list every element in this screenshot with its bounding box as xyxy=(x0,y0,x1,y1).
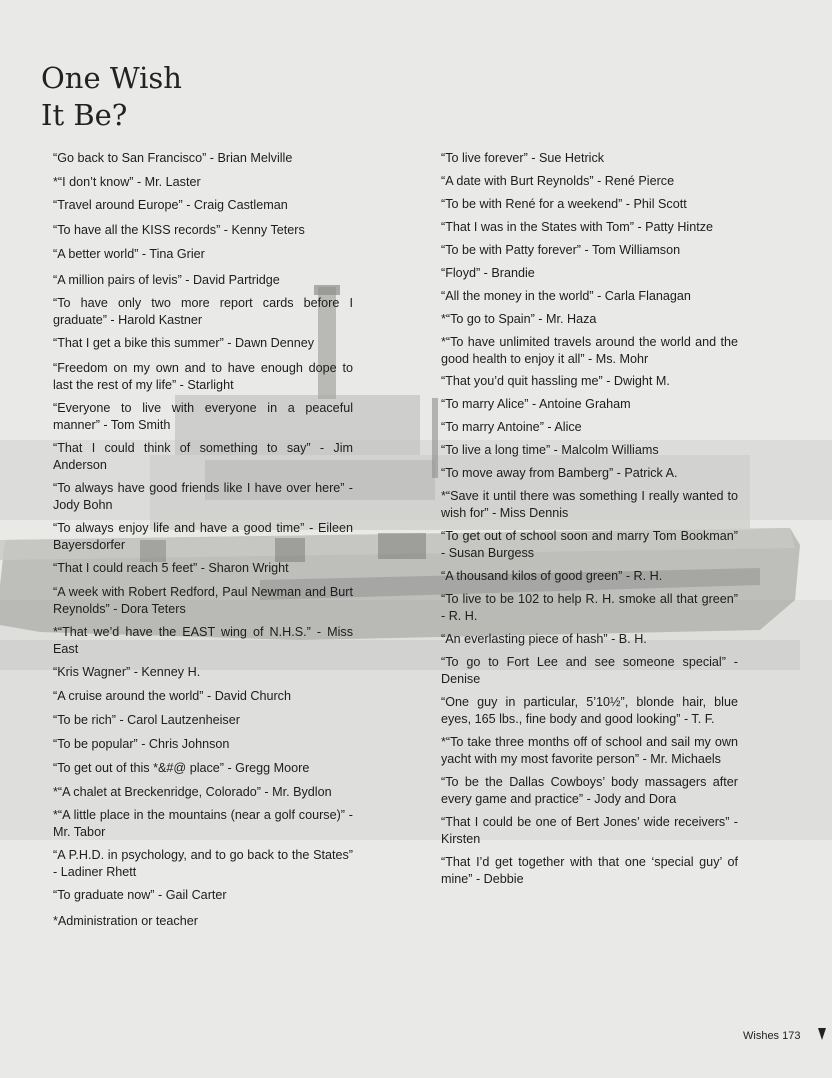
wish-entry: “Go back to San Francisco” - Brian Melville xyxy=(53,151,293,165)
footnote: *Administration or teacher xyxy=(53,914,198,928)
wish-entry: “That I could be one of Bert Jones’ wide receivers” - Kirsten xyxy=(441,815,738,846)
wish-entry: “To always enjoy life and have a good time” - Eileen Bayersdorfer xyxy=(53,521,353,552)
wish-entry: “Travel around Europe” - Craig Castleman xyxy=(53,198,288,212)
wish-entry: “To marry Antoine” - Alice xyxy=(441,420,582,434)
wish-entry: *“That we’d have the EAST wing of N.H.S.” - Miss East xyxy=(53,625,353,656)
title-line-1: One Wish xyxy=(41,61,182,95)
wish-entry: “Floyd” - Brandie xyxy=(441,266,535,280)
wish-entry: “A better world” - Tina Grier xyxy=(53,247,205,261)
wish-entry: “To live forever” - Sue Hetrick xyxy=(441,151,605,165)
wish-entry: “That I could reach 5 feet” - Sharon Wright xyxy=(53,561,289,575)
wish-entry: “To live a long time” - Malcolm Williams xyxy=(441,443,659,457)
wish-entry: “An everlasting piece of hash” - B. H. xyxy=(441,632,647,646)
wish-entry: *“A chalet at Breckenridge, Colorado” - Mr. Bydlon xyxy=(53,785,332,799)
wish-entry: “To move away from Bamberg” - Patrick A. xyxy=(441,466,678,480)
wish-entry: “To be the Dallas Cowboys’ body massagers after every game and practice” - Jody and Dora xyxy=(441,775,738,806)
wish-entry: “Freedom on my own and to have enough dope to last the rest of my life” - Starlight xyxy=(53,361,353,392)
wish-entry: “To always have good friends like I have over here” - Jody Bohn xyxy=(53,481,353,512)
left-column xyxy=(53,150,353,930)
wish-entry: “That I get a bike this summer” - Dawn Denney xyxy=(53,336,315,350)
wish-entry: “To be popular” - Chris Johnson xyxy=(53,737,230,751)
wish-entry: “To be rich” - Carol Lautzenheiser xyxy=(53,713,240,727)
wish-entry: *“To take three months off of school and sail my own yacht with my most favorite person” - Mr. Michaels xyxy=(441,735,738,766)
wish-entry: “All the money in the world” - Carla Flanagan xyxy=(441,289,691,303)
wish-entry: “A date with Burt Reynolds” - René Pierce xyxy=(441,174,675,188)
wish-entry: “A million pairs of levis” - David Partridge xyxy=(53,273,280,287)
wish-entry: “A P.H.D. in psychology, and to go back to the States” - Ladiner Rhett xyxy=(53,848,353,879)
wish-entry: “To get out of school soon and marry Tom Bookman” - Susan Burgess xyxy=(441,529,738,560)
page-title xyxy=(41,60,182,134)
wish-entry: “Everyone to live with everyone in a peaceful manner” - Tom Smith xyxy=(53,401,353,432)
wish-entry: “To get out of this *&#@ place” - Gregg Moore xyxy=(53,761,310,775)
wish-entry: *“Save it until there was something I really wanted to wish for” - Miss Dennis xyxy=(441,489,738,520)
wish-entry: “To have all the KISS records” - Kenny Teters xyxy=(53,223,305,237)
wish-entry: *“I don’t know” - Mr. Laster xyxy=(53,175,201,189)
wish-entry: *“A little place in the mountains (near a golf course)” - Mr. Tabor xyxy=(53,808,353,839)
wish-entry: “To be with Patty forever” - Tom Williamson xyxy=(441,243,681,257)
wish-entry: “To live to be 102 to help R. H. smoke all that green” - R. H. xyxy=(441,592,738,623)
wish-entry: “A thousand kilos of good green” - R. H. xyxy=(441,569,663,583)
wish-entry: “To graduate now” - Gail Carter xyxy=(53,888,227,902)
wish-entry: “To go to Fort Lee and see someone special” - Denise xyxy=(441,655,738,686)
right-column xyxy=(441,150,738,888)
wish-entry: “That I could think of something to say” - Jim Anderson xyxy=(53,441,353,472)
corner-arrow-icon xyxy=(818,1028,826,1040)
wish-entry: “One guy in particular, 5’10½”, blonde hair, blue eyes, 165 lbs., fine body and good looking” - T. F. xyxy=(441,695,738,726)
wish-entry: “That I was in the States with Tom” - Patty Hintze xyxy=(441,220,714,234)
wish-entry: “To be with René for a weekend” - Phil Scott xyxy=(441,197,687,211)
wish-entry: “A week with Robert Redford, Paul Newman and Burt Reynolds” - Dora Teters xyxy=(53,585,353,616)
page-number: Wishes 173 xyxy=(743,1030,801,1042)
wish-entry: *“To have unlimited travels around the world and the good health to enjoy it all” - Ms. Mohr xyxy=(441,335,738,366)
wish-entry: “To marry Alice” - Antoine Graham xyxy=(441,397,631,411)
wish-entry: “That I’d get together with that one ‘special guy’ of mine” - Debbie xyxy=(441,855,738,886)
wish-entry: “That you’d quit hassling me” - Dwight M. xyxy=(441,374,670,388)
wish-entry: *“To go to Spain” - Mr. Haza xyxy=(441,312,597,326)
title-line-2: It Be? xyxy=(41,98,128,132)
wish-entry: “A cruise around the world” - David Church xyxy=(53,689,291,703)
wish-entry: “To have only two more report cards before I graduate” - Harold Kastner xyxy=(53,296,353,327)
wish-entry: “Kris Wagner” - Kenney H. xyxy=(53,665,201,679)
